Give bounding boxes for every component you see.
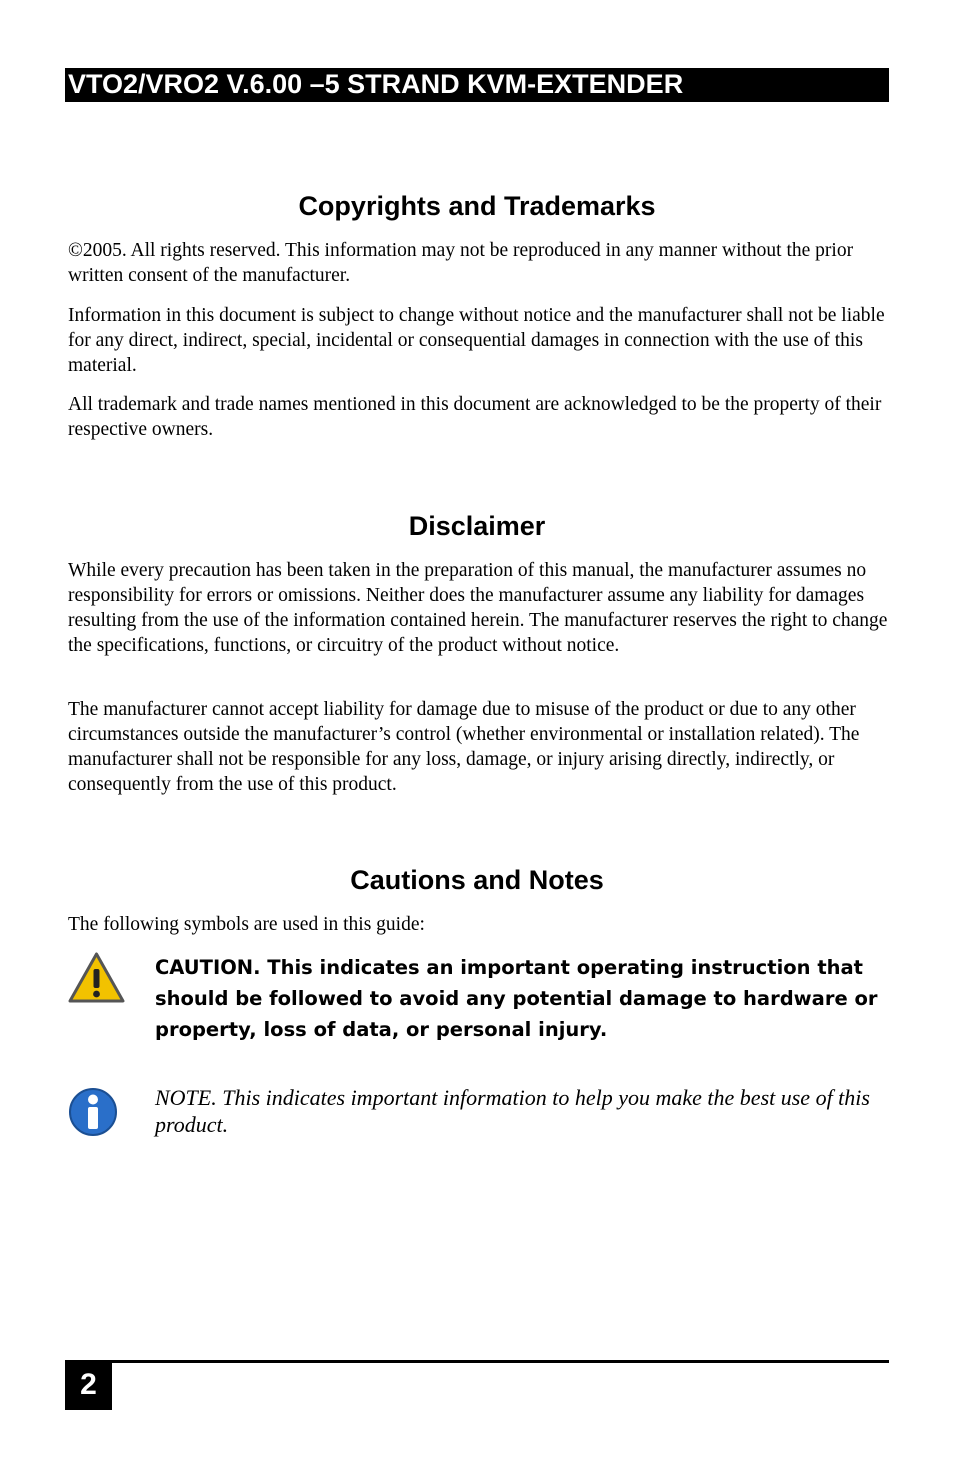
document-title: VTO2/VRO2 V.6.00 –5 STRAND KVM-EXTENDER [68, 69, 684, 99]
page-number-box [65, 1360, 112, 1410]
disclaimer-paragraph: The manufacturer cannot accept liability for damage due to misuse of the product or due to any other circumstances outside the manufacturer’s control (whether environmental or installation related). The manufacturer shall not be responsible for any loss, damage, or injury arising directly, indirectly, or consequently from the use of this product. [68, 699, 860, 795]
caution-text: CAUTION. This indicates an important operating instruction that should be followed to avoid any potential damage to hardware or property, loss of data, or personal injury. [155, 956, 878, 1041]
page-number: 2 [80, 1368, 97, 1401]
disclaimer-heading: Disclaimer [408, 511, 546, 541]
footer-rule [65, 1360, 889, 1363]
note-text: NOTE. This indicates important information to help you make the best use of this product. [155, 1085, 870, 1137]
cautions-intro: The following symbols are used in this guide: [68, 914, 425, 935]
copyrights-paragraph: ©2005. All rights reserved. This information may not be reproduced in any manner without the prior written consent of the manufacturer. [68, 240, 854, 286]
copyrights-paragraph: Information in this document is subject to change without notice and the manufacturer shall not be liable for any direct, indirect, special, incidental or consequential damages in connection with the use of this material. [68, 305, 885, 376]
info-icon [68, 1087, 118, 1137]
disclaimer-paragraph: While every precaution has been taken in the preparation of this manual, the manufacturer assumes no responsibility for errors or omissions. Neither does the manufacturer assume any liability for damages resulting from the use of the information contained herein. The manufacturer reserves the right to change the specifications, functions, or circuitry of the product without notice. [68, 560, 888, 656]
copyrights-paragraph: All trademark and trade names mentioned in this document are acknowledged to be the property of their respective owners. [68, 394, 882, 440]
copyrights-heading: Copyrights and Trademarks [298, 191, 656, 221]
cautions-heading: Cautions and Notes [350, 865, 604, 895]
warning-triangle-icon [68, 952, 125, 1004]
header-bar [65, 68, 889, 102]
